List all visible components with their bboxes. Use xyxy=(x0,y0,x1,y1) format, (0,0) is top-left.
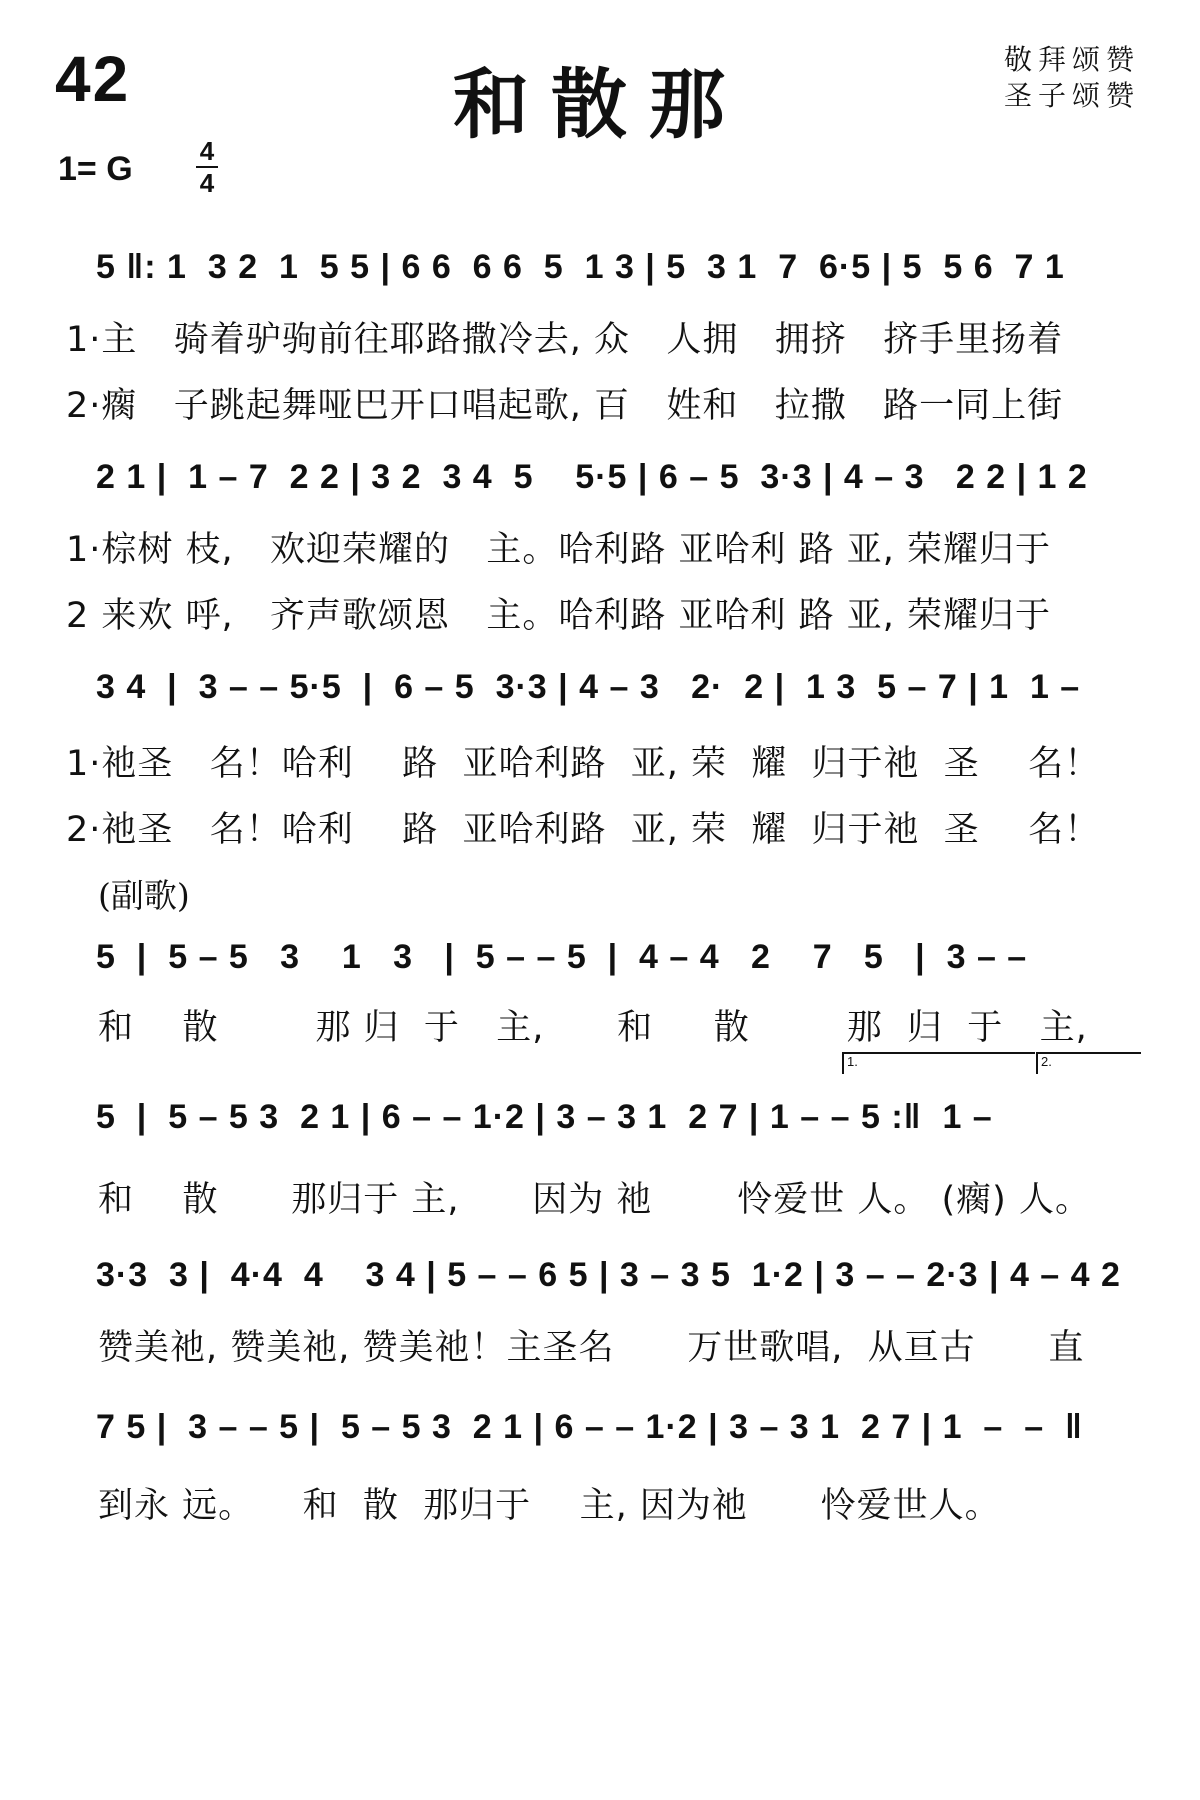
category-line-1: 敬拜颂赞 xyxy=(1003,43,1140,76)
time-signature-bottom: 4 xyxy=(199,168,215,198)
verse-2-lyrics-line-3: 2·祂圣 名！哈利 路 亚哈利路 亚, 荣 耀 归于祂 圣 名！ xyxy=(66,810,1101,850)
hymn-category xyxy=(1004,42,1140,114)
notation-line-3: 3 4 | 3 – – 5·5 | 6 – 5 3·3 | 4 – 3 2· 2 | 1 3 5 – 7 | 1 1 – xyxy=(96,668,1081,706)
chorus-label: (副歌) xyxy=(98,876,190,915)
volta-2-bracket: 2. xyxy=(1036,1052,1141,1074)
chorus-lyrics-line-1: 和 散 那 归 于 主, 和 散 那 归 于 主, xyxy=(98,1008,1088,1048)
notation-line-1: 5 ‖: 1 3 2 1 5 5 | 6 6 6 6 5 1 3 | 5 3 1 7 6·5 | 5 5 6 7 1 xyxy=(96,248,1065,286)
chorus-lyrics-line-3: 赞美祂, 赞美祂, 赞美祂！主圣名 万世歌唱, 从亘古 直 xyxy=(98,1328,1085,1368)
key-signature: 1= G xyxy=(58,150,133,188)
chorus-notation-line-1: 5 | 5 – 5 3 1 3 | 5 – – 5 | 4 – 4 2 7 5 | 3 – – xyxy=(96,938,1028,976)
time-signature-top: 4 xyxy=(199,136,215,166)
verse-1-lyrics-line-2: 1·棕树 枝, 欢迎荣耀的 主。哈利路 亚哈利 路 亚, 荣耀归于 xyxy=(66,530,1052,570)
volta-1-bracket: 1. xyxy=(842,1052,1035,1074)
verse-2-lyrics-line-1: 2·瘸 子跳起舞哑巴开口唱起歌, 百 姓和 拉撒 路一同上街 xyxy=(66,386,1064,426)
verse-1-lyrics-line-3: 1·祂圣 名！哈利 路 亚哈利路 亚, 荣 耀 归于祂 圣 名！ xyxy=(66,744,1101,784)
chorus-lyrics-line-2: 和 散 那归于 主, 因为 祂 怜爱世 人。 (瘸) 人。 xyxy=(98,1180,1091,1220)
hymn-title: 和散那 xyxy=(453,60,747,149)
time-signature xyxy=(196,138,218,196)
notation-line-2: 2 1 | 1 – 7 2 2 | 3 2 3 4 5 5·5 | 6 – 5 3·3 | 4 – 3 2 2 | 1 2 xyxy=(96,458,1088,496)
chorus-notation-line-3: 3·3 3 | 4·4 4 3 4 | 5 – – 6 5 | 3 – 3 5 1·2 | 3 – – 2·3 | 4 – 4 2 xyxy=(96,1256,1121,1294)
verse-1-lyrics-line-1: 1·主 骑着驴驹前往耶路撒冷去, 众 人拥 拥挤 挤手里扬着 xyxy=(66,320,1064,360)
chorus-notation-line-2: 5 | 5 – 5 3 2 1 | 6 – – 1·2 | 3 – 3 1 2 7 | 1 – – 5 :‖ 1 – xyxy=(96,1098,993,1136)
hymn-number: 42 xyxy=(55,43,131,115)
category-line-2: 圣子颂赞 xyxy=(1003,79,1140,112)
chorus-notation-line-4: 7 5 | 3 – – 5 | 5 – 5 3 2 1 | 6 – – 1·2 | 3 – 3 1 2 7 | 1 – – ‖ xyxy=(96,1408,1083,1446)
chorus-lyrics-line-4: 到永 远。 和 散 那归于 主, 因为祂 怜爱世人。 xyxy=(98,1486,1001,1526)
verse-2-lyrics-line-2: 2 来欢 呼, 齐声歌颂恩 主。哈利路 亚哈利 路 亚, 荣耀归于 xyxy=(66,596,1052,636)
